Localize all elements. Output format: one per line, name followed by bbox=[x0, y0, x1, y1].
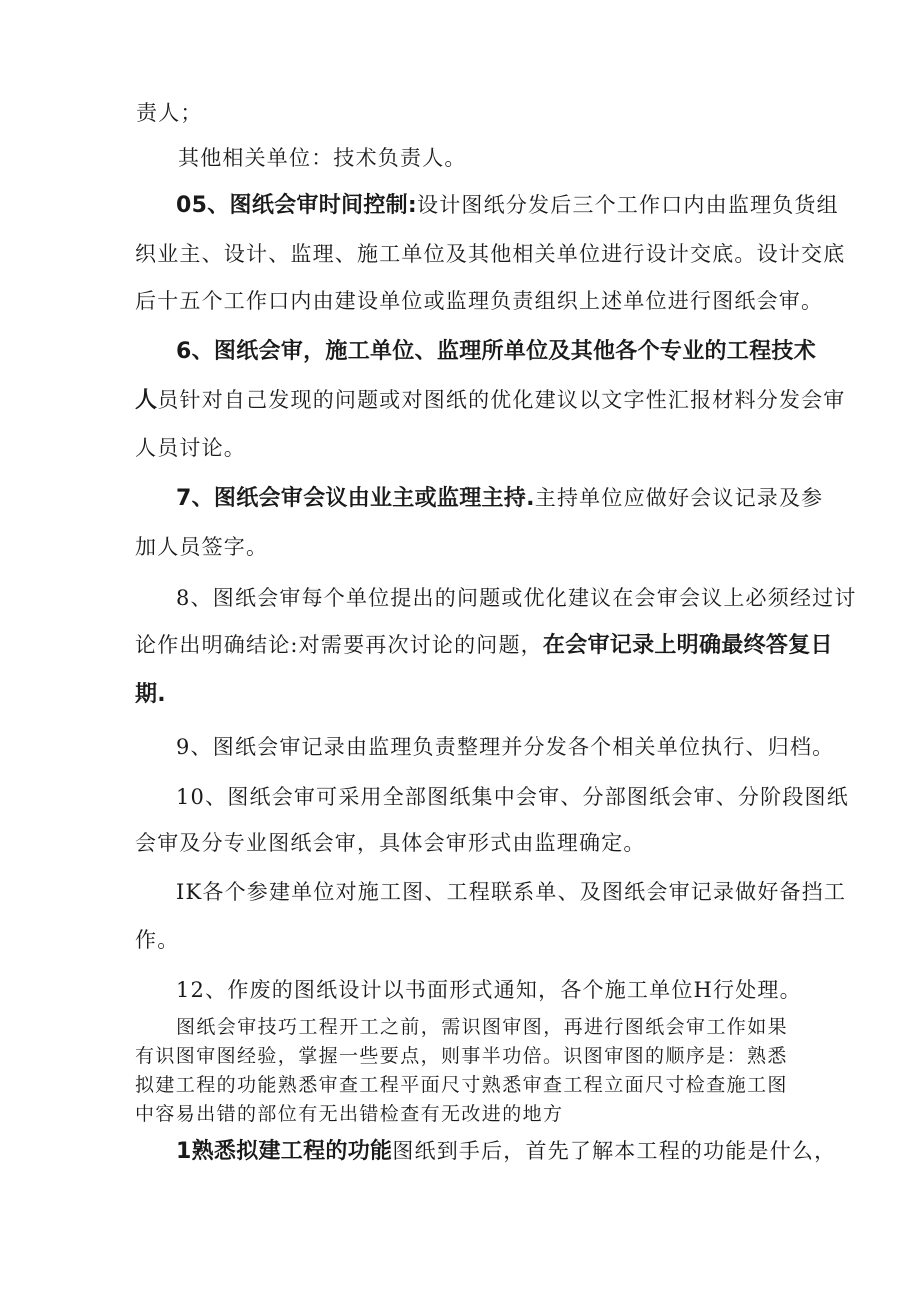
text-line-19: 12、作废的图纸设计以书面形式通知，各个施工单位H行处理。 bbox=[176, 978, 802, 1002]
text-line-10: 加人员签字。 bbox=[135, 535, 269, 559]
text-line-7 bbox=[135, 385, 846, 416]
item-05-heading: 05、图纸会审时间控制: bbox=[176, 193, 418, 218]
text-line-5: 后十五个工作口内由建设单位或监理负责组织上述单位进行图纸会审。 bbox=[135, 289, 824, 313]
text-line-22: 拟建工程的功能熟悉审查工程平面尺寸熟悉审查工程立面尺寸检查施工图 bbox=[135, 1074, 788, 1096]
item-6-text: 员针对自己发现的问题或对图纸的优化建议以文字性汇报材料分发会审 bbox=[157, 388, 846, 412]
section-1-text: 图纸到手后，首先了解本工程的功能是什么， bbox=[392, 1139, 837, 1163]
text-line-2: 其他相关单位：技术负责人。 bbox=[178, 146, 467, 170]
item-05-text: 设计图纸分发后三个工作口内由监理负货组 bbox=[417, 193, 839, 217]
text-line-14: 9、图纸会审记录由监理负责整理并分发各个相关单位执行、归档。 bbox=[176, 735, 835, 759]
text-line-17: IK各个参建单位对施工图、工程联系单、及图纸会审记录做好备挡工 bbox=[176, 880, 847, 904]
section-1-heading: 1熟悉拟建工程的功能 bbox=[176, 1139, 393, 1164]
item-8-text: 论作出明确结论:对需要再次讨论的问题， bbox=[135, 633, 543, 657]
text-line-23: 中容易出错的部位有无出错检查有无改进的地方 bbox=[135, 1103, 564, 1125]
item-7-text: 主持单位应做好会议记录及参 bbox=[534, 486, 824, 510]
text-line-15: 10、图纸会审可采用全部图纸集中会审、分部图纸会审、分阶段图纸 bbox=[176, 785, 849, 809]
text-line-16: 会审及分专业图纸会审，具体会审形式由监理确定。 bbox=[135, 831, 646, 855]
text-line-4: 织业主、设计、监理、施工单位及其他相关单位进行设计交底。设计交底 bbox=[135, 242, 846, 266]
text-line-18: 作。 bbox=[135, 928, 180, 952]
text-line-12 bbox=[135, 630, 833, 661]
text-line-1: 责人； bbox=[136, 101, 203, 125]
item-8-emphasis: 在会审记录上明确最终答复日 bbox=[542, 633, 833, 658]
text-line-9 bbox=[176, 483, 823, 514]
text-line-3 bbox=[176, 190, 839, 221]
item-7-heading: 7、图纸会审会议由业主或监理主持. bbox=[176, 486, 535, 511]
text-line-24 bbox=[176, 1136, 836, 1167]
item-6-heading: 6、图纸会审，施工单位、监理所单位及其他各个专业的工程技术 bbox=[176, 339, 817, 364]
text-line-20: 图纸会审技巧工程开工之前，需识图审图，再进行图纸会审工作如果 bbox=[176, 1016, 789, 1038]
text-line-11: 8、图纸会审每个单位提出的问题或优化建议在会审会议上必须经过讨 bbox=[176, 586, 857, 610]
item-6-heading-cont: 人 bbox=[135, 388, 158, 413]
text-line-21: 有识图审图经验，掌握一些要点，则事半功倍。识图审图的顺序是：熟悉 bbox=[135, 1045, 788, 1067]
text-line-13: 期. bbox=[135, 682, 166, 707]
text-line-8: 人员讨论。 bbox=[135, 436, 246, 460]
